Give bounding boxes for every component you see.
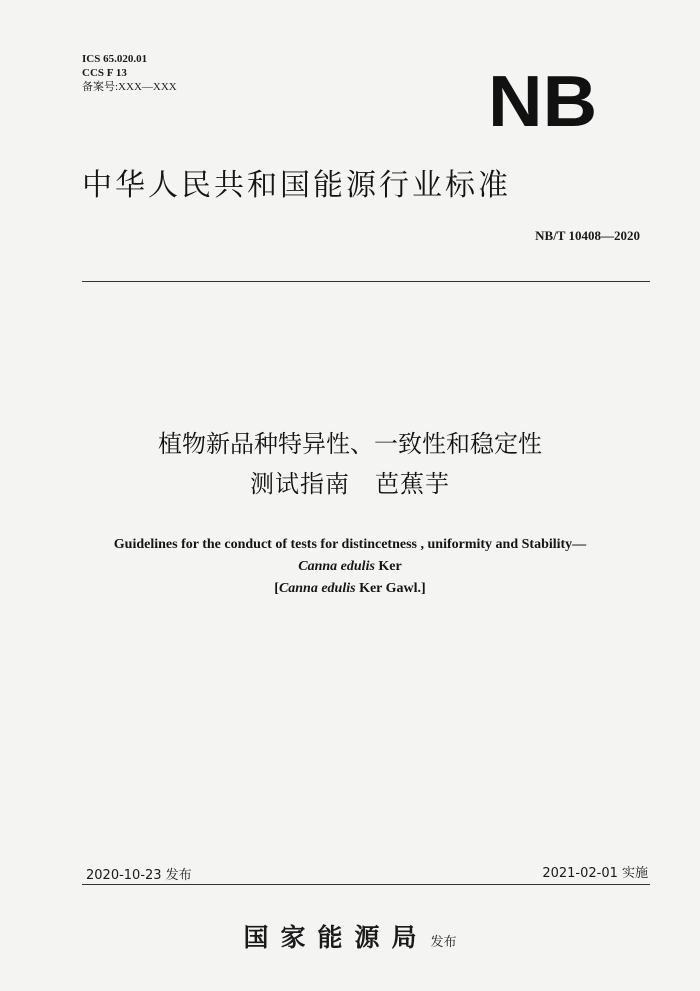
english-title-line3 [0,578,700,600]
issuer-suffix: 发布 [430,935,457,950]
english-title-line2 [0,556,700,578]
standard-type-title: 中华人民共和国能源行业标准 [82,168,511,203]
top-divider [82,281,650,282]
nb-logo: NB [488,62,598,142]
bracket-close: ] [421,581,426,596]
bottom-divider [82,884,650,885]
chinese-title-line1: 植物新品种特异性、一致性和稳定性 [158,430,542,458]
chinese-title-line2: 测试指南 芭蕉芋 [250,470,450,498]
ics-code: ICS 65.020.01 [82,53,148,65]
english-title [0,534,700,600]
classification-block [82,52,177,94]
issuer-line [0,918,700,954]
bracket-open: [ [274,581,279,596]
effective-date: 2021-02-01 实施 [542,866,648,881]
chinese-title [0,424,700,504]
issuer-name: 国家能源局 [243,923,429,952]
english-title-line1: Guidelines for the conduct of tests for distincetness , uniformity and Stability— [113,537,587,552]
ccs-code: CCS F 13 [82,67,127,79]
publish-date: 2020-10-23 发布 [86,868,192,883]
standard-number: NB/T 10408—2020 [535,228,640,243]
record-number: 备案号:XXX—XXX [82,81,177,93]
synonym-author: Ker Gawl. [355,581,422,596]
synonym-species-name: Canna edulis [278,581,356,596]
species-name: Canna edulis [298,559,375,574]
species-author: Ker [374,559,402,574]
